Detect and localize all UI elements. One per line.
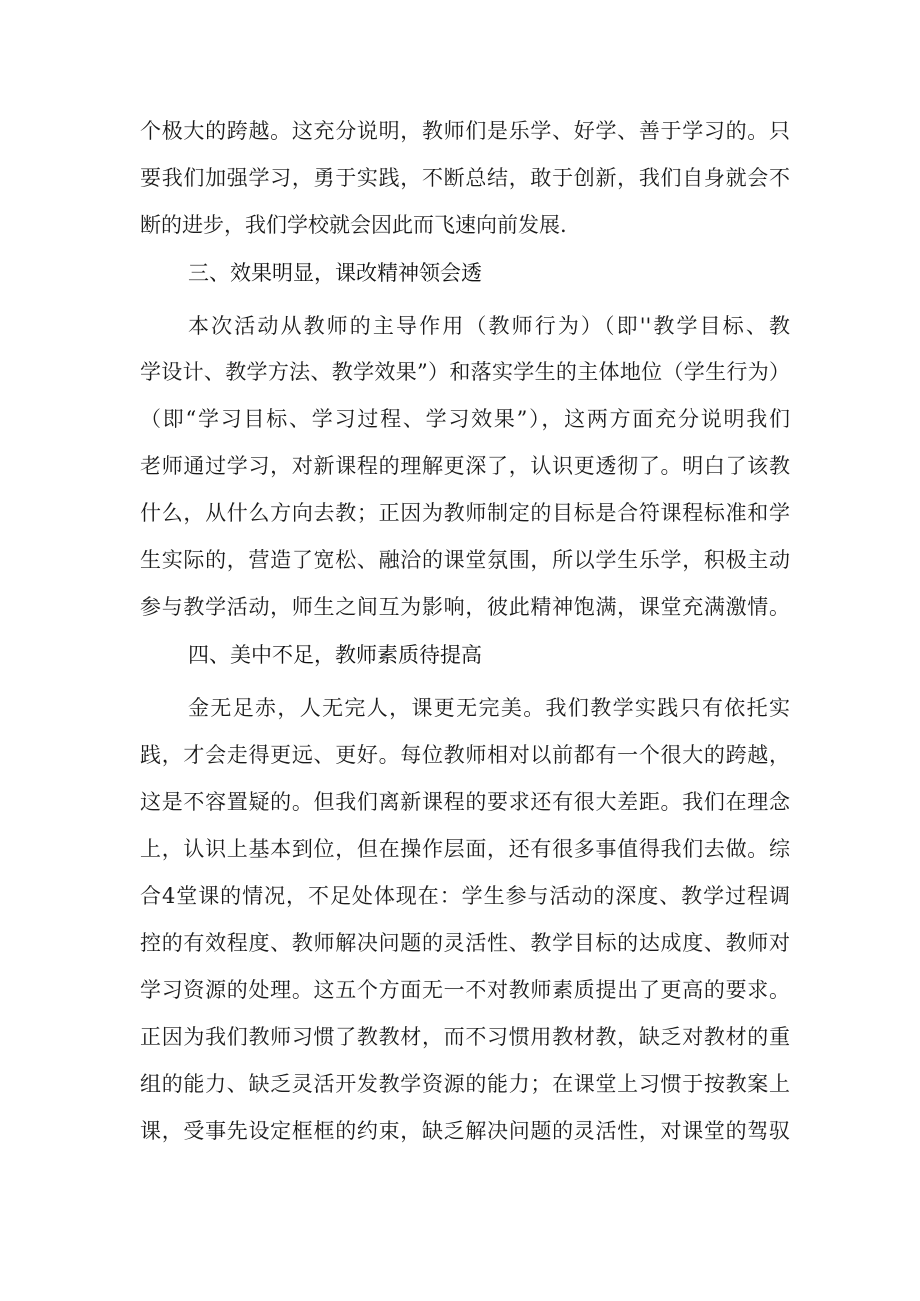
paragraph-line: 组的能力、缺乏灵活开发教学资源的能力；在课堂上习惯于按教案上 — [140, 1072, 790, 1096]
paragraph-line: 控的有效程度、教师解决问题的灵活性、教学目标的达成度、教师对 — [140, 931, 790, 955]
paragraph-line: 金无足赤，人无完人，课更无完美。我们教学实践只有依托实 — [188, 696, 790, 720]
paragraph-line: 学习资源的处理。这五个方面无一不对教师素质提出了更高的要求。 — [140, 978, 790, 1002]
paragraph-line: 学设计、教学方法、教学效果”）和落实学生的主体地位（学生行为） — [140, 360, 790, 384]
paragraph-line: 生实际的，营造了宽松、融洽的课堂氛围，所以学生乐学，积极主动 — [140, 548, 790, 572]
paragraph-line: 上，认识上基本到位，但在操作层面，还有很多事值得我们去做。综 — [140, 837, 790, 861]
paragraph-line: （即“学习目标、学习过程、学习效果”），这两方面充分说明我们 — [140, 407, 790, 431]
paragraph-line: 践，才会走得更远、更好。每位教师相对以前都有一个很大的跨越， — [140, 743, 790, 767]
paragraph-line: 个极大的跨越。这充分说明，教师们是乐学、好学、善于学习的。只 — [140, 119, 790, 143]
paragraph-line: 断的进步，我们学校就会因此而飞速向前发展. — [140, 213, 567, 237]
paragraph-line: 参与教学活动，师生之间互为影响，彼此精神饱满，课堂充满激情。 — [140, 595, 790, 619]
paragraph-line: 要我们加强学习，勇于实践，不断总结，敢于创新，我们自身就会不 — [140, 166, 790, 190]
section-heading-3: 三、效果明显，课改精神领会透 — [188, 261, 482, 285]
paragraph-line: 本次活动从教师的主导作用（教师行为）（即''教学目标、教 — [188, 314, 790, 338]
paragraph-line: 正因为我们教师习惯了教教材，而不习惯用教材教，缺乏对教材的重 — [140, 1025, 790, 1049]
paragraph-line: 什么，从什么方向去教；正因为教师制定的目标是合符课程标准和学 — [140, 501, 790, 525]
paragraph-line: 这是不容置疑的。但我们离新课程的要求还有很大差距。我们在理念 — [140, 790, 790, 814]
paragraph-line: 课，受事先设定框框的约束，缺乏解决问题的灵活性，对课堂的驾驭 — [140, 1119, 790, 1143]
section-heading-4: 四、美中不足，教师素质待提高 — [188, 643, 482, 667]
paragraph-line: 合4堂课的情况，不足处体现在：学生参与活动的深度、教学过程调 — [140, 884, 790, 908]
paragraph-line: 老师通过学习，对新课程的理解更深了，认识更透彻了。明白了该教 — [140, 454, 790, 478]
